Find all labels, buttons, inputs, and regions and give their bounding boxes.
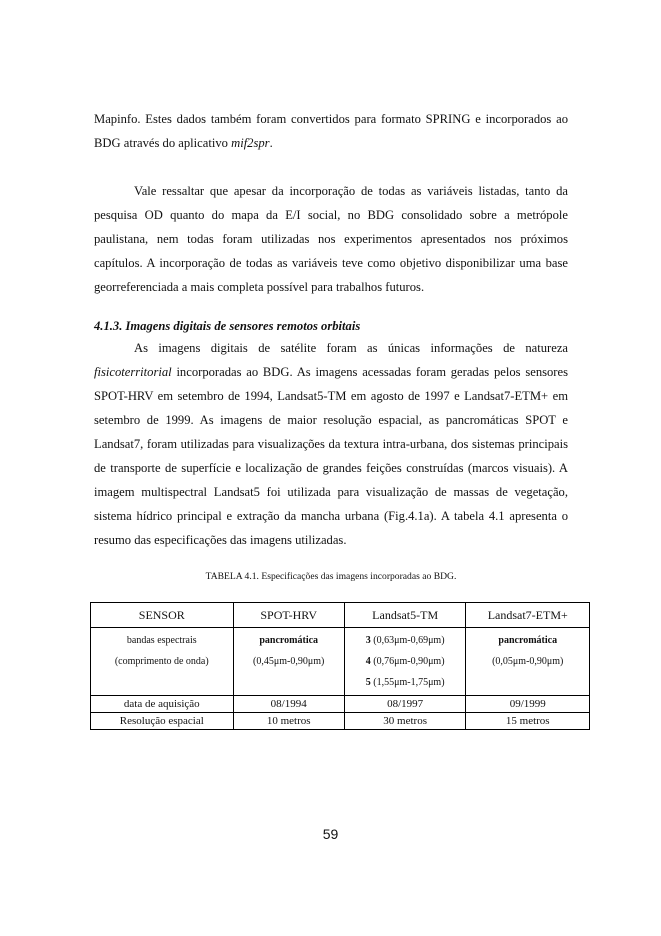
table-header-row [91,603,590,628]
band-number: 5 [365,677,371,688]
table-row-bands [91,628,590,696]
table-cell: data de aquisição [91,696,234,713]
paragraph-text: incorporadas ao BDG. As imagens acessadas foram geradas pelos sensores SPOT-HRV em setembro de 1994, Landsat5-TM em agosto de 1997 e Landsat7-ETM+ em setembro de 1999. As imagens de maior resolução espacial, as pancromáticas SPOT e Landsat7, foram utilizadas para visualizações da textura intra-urbana, dos sistemas principais de transporte de superfície e localização de grandes feições construídas (marcos visuais). A imagem multispectral Landsat5 foi utilizada para visualização de massas de vegetação, sistema hídrico principal e extração da mancha urbana (Fig.4.1a). A tabela 4.1 apresenta o resumo das especificações das imagens utilizadas. [94,365,568,547]
table-cell: 10 metros [233,713,344,730]
band-range: (0,63μm-0,69μm) [370,635,445,646]
page-number: 59 [322,826,339,842]
paragraph-images [94,336,568,552]
header-cell: SPOT-HRV [233,603,344,628]
spot-band-name: pancromática [259,635,319,646]
band-range: (1,55μm-1,75μm) [370,677,445,688]
italic-term: fisicoterritorial [94,365,172,379]
header-cell: SENSOR [91,603,234,628]
header-cell: Landsat7-ETM+ [466,603,590,628]
table-row-acquisition [91,696,590,713]
table-cell [344,628,466,696]
table-row-resolution [91,713,590,730]
paragraph-text: . [269,136,273,150]
table-caption: TABELA 4.1. Especificações das imagens incorporadas ao BDG. [205,571,457,582]
paragraph-variables: Vale ressaltar que apesar da incorporação de todas as variáveis listadas, tanto da pesquisa OD quanto do mapa da E/I social, no BDG consolidado sobre a metrópole paulistana, nem todas foram utilizadas nos experimentos apresentados nos próximos capítulos. A incorporação de todas as variáveis teve como objetivo disponibilizar uma base georreferenciada a mais completa possível para trabalhos futuros. [94,184,568,294]
l5-band-line [349,651,462,672]
table-cell: 30 metros [344,713,466,730]
table-cell [466,628,590,696]
spec-table [90,602,590,730]
table-cell [91,628,234,696]
l5-band-line [349,672,462,693]
table-cell: 15 metros [466,713,590,730]
paragraph-mapinfo [94,107,568,155]
spot-band-range: (0,45μm-0,90μm) [253,656,325,667]
table-cell: Resolução espacial [91,713,234,730]
l7-band-name: pancromática [498,635,558,646]
bands-sublabel: (comprimento de onda) [114,656,209,667]
italic-term: mif2spr [231,136,270,150]
paragraph-text: As imagens digitais de satélite foram as únicas informações de natureza [134,341,568,355]
paragraph-text: Mapinfo. Estes dados também foram convertidos para formato SPRING e incorporados ao BDG através do aplicativo [94,112,568,150]
bands-label: bandas espectrais [126,635,197,646]
band-range: (0,76μm-0,90μm) [370,656,445,667]
table-cell [233,628,344,696]
band-number: 4 [365,656,371,667]
l7-band-range: (0,05μm-0,90μm) [492,656,564,667]
table-cell: 08/1994 [233,696,344,713]
band-number: 3 [365,635,371,646]
section-heading: 4.1.3. Imagens digitais de sensores remotos orbitais [94,319,361,333]
table-cell: 08/1997 [344,696,466,713]
header-cell: Landsat5-TM [344,603,466,628]
l5-band-line [349,630,462,651]
table-cell: 09/1999 [466,696,590,713]
